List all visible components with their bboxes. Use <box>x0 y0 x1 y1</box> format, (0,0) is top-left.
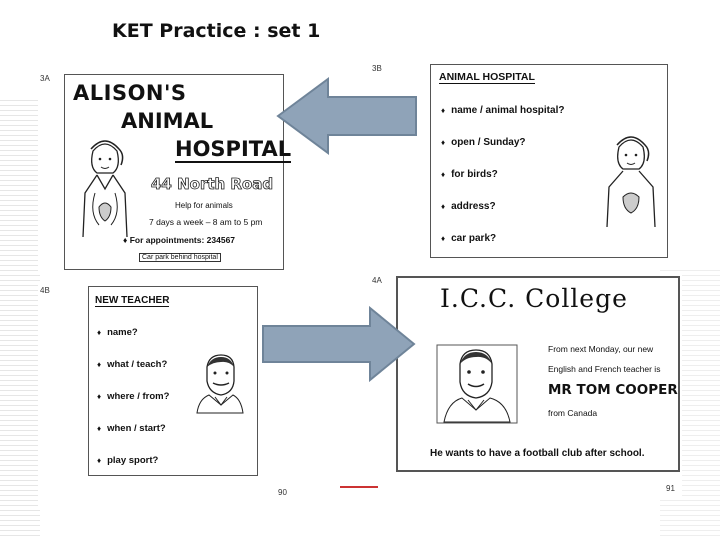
college-card <box>396 276 680 472</box>
question-item <box>441 137 526 148</box>
animal-questions-card <box>430 64 668 258</box>
alison-address: 44 North Road <box>151 175 274 193</box>
question-item <box>97 455 158 466</box>
question-text: play sport? <box>107 455 159 466</box>
scan-bottom-right <box>370 272 682 500</box>
bullet-icon: ♦ <box>97 456 102 465</box>
arrow-right-icon <box>260 306 416 382</box>
teacher-questions-heading: NEW TEACHER <box>95 295 170 306</box>
college-line2: English and French teacher is <box>548 364 661 374</box>
teacher-questions-card <box>88 286 258 476</box>
teacher-portrait <box>436 344 518 424</box>
question-item <box>97 423 166 434</box>
bullet-icon: ♦ <box>97 328 102 337</box>
vet-illustration <box>601 131 661 231</box>
question-item <box>441 233 496 244</box>
college-title: I.C.C. College <box>440 284 628 313</box>
teacher-portrait <box>195 353 245 415</box>
alison-hours: 7 days a week – 8 am to 5 pm <box>149 217 263 227</box>
alison-car-park: Car park behind hospital <box>139 253 221 262</box>
question-item <box>441 201 496 212</box>
scan-top-left <box>38 66 292 272</box>
alison-hospital-card <box>64 74 292 270</box>
college-line1: From next Monday, our new <box>548 344 654 354</box>
alison-appointments: ♦ For appointments: 234567 <box>123 235 236 245</box>
exercise-tag: 3B <box>372 64 382 73</box>
question-text: when / start? <box>107 423 166 434</box>
bullet-icon: ♦ <box>97 424 102 433</box>
exercise-tag: 4B <box>40 286 50 295</box>
arrow-left-icon <box>276 76 420 156</box>
bullet-icon: ♦ <box>97 392 102 401</box>
teacher-origin: from Canada <box>548 408 598 418</box>
exercise-tag: 3A <box>40 74 50 83</box>
question-item <box>97 391 169 402</box>
bullet-icon: ♦ <box>97 360 102 369</box>
question-text: car park? <box>451 233 497 244</box>
question-item <box>441 105 564 116</box>
background-stripes-left <box>0 100 40 540</box>
question-text: name? <box>107 327 138 338</box>
question-text: address? <box>451 201 496 212</box>
question-text: what / teach? <box>107 359 168 370</box>
alison-line1: ALISON'S <box>73 81 187 105</box>
page-number: 91 <box>666 484 675 493</box>
bullet-icon: ♦ <box>441 202 446 211</box>
appointments-text: For appointments: 234567 <box>129 235 236 245</box>
bullet-icon: ♦ <box>441 138 446 147</box>
animal-questions-heading: ANIMAL HOSPITAL <box>439 71 535 83</box>
alison-help: Help for animals <box>175 201 233 210</box>
teacher-name: MR TOM COOPER <box>548 382 678 398</box>
page-number: 90 <box>278 488 287 497</box>
vet-illustration <box>75 133 135 243</box>
question-text: for birds? <box>451 169 498 180</box>
alison-line3: HOSPITAL <box>175 137 292 161</box>
question-item <box>97 327 138 338</box>
question-text: open / Sunday? <box>451 137 526 148</box>
question-item <box>441 169 498 180</box>
football-note: He wants to have a football club after school. <box>430 448 645 459</box>
question-item <box>97 359 167 370</box>
red-rule <box>340 486 378 488</box>
bullet-icon: ♦ <box>441 234 446 243</box>
bullet-icon: ♦ <box>441 170 446 179</box>
question-text: where / from? <box>107 391 170 402</box>
exercise-tag: 4A <box>372 276 382 285</box>
slide-title: KET Practice : set 1 <box>112 20 321 42</box>
bullet-icon: ♦ <box>441 106 446 115</box>
alison-line2: ANIMAL <box>121 109 214 133</box>
question-text: name / animal hospital? <box>451 105 565 116</box>
